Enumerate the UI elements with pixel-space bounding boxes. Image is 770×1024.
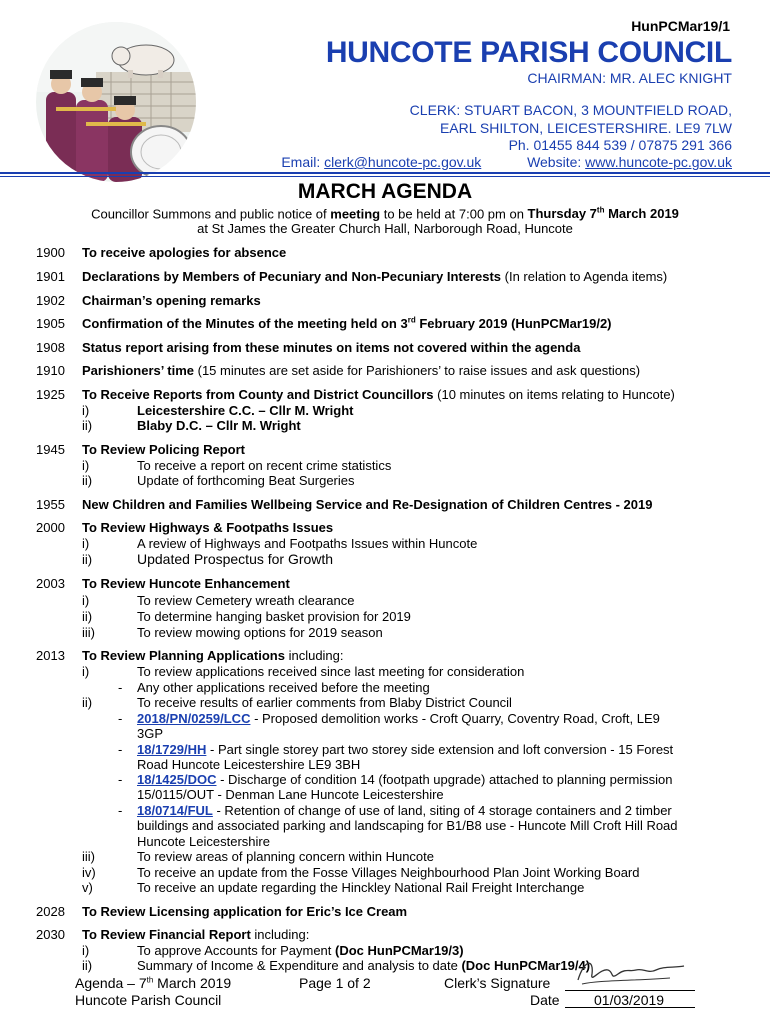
clerk-signature	[570, 950, 690, 997]
sub-numeral: i)	[82, 458, 90, 473]
planning-application-cont: 15/0115/OUT - Denman Lane Huncote Leicestershire	[137, 787, 444, 802]
planning-application-cont: buildings and associated parking and landscaping for B1/B8 use - Huncote Mill Croft Hill Road	[137, 818, 678, 833]
sub-numeral: ii)	[82, 695, 93, 710]
chairman-line: CHAIRMAN: MR. ALEC KNIGHT	[527, 70, 732, 86]
intro-line1: Councillor Summons and public notice of meeting to be held at 7:00 pm on Thursday 7th March 2019	[91, 206, 679, 222]
council-name: HUNCOTE PARISH COUNCIL	[325, 36, 732, 69]
planning-application: 2018/PN/0259/LCC - Proposed demolition works - Croft Quarry, Coventry Road, Croft, LE9	[137, 711, 660, 726]
sub-numeral: v)	[82, 880, 93, 895]
website-label: Website:	[527, 154, 582, 170]
sub-numeral: ii)	[82, 473, 93, 488]
sub-numeral: ii)	[82, 418, 93, 433]
sub-item: To review areas of planning concern within Huncote	[137, 849, 435, 864]
footer-date-value: 01/03/2019	[594, 992, 665, 1008]
sub-item: To approve Accounts for Payment (Doc HunPCMar19/3)	[137, 943, 464, 958]
planning-application-cont: Road Huncote Leicestershire LE9 3BH	[137, 757, 361, 772]
sub-item: Updated Prospectus for Growth	[137, 551, 334, 567]
planning-application: 18/1425/DOC - Discharge of condition 14 (footpath upgrade) attached to planning permission	[137, 772, 673, 787]
sub-numeral: ii)	[82, 609, 93, 624]
dash: -	[118, 680, 123, 695]
footer-council-name: Huncote Parish Council	[75, 992, 222, 1008]
sub-numeral: ii)	[82, 958, 93, 973]
header-rule	[0, 172, 770, 174]
dash: -	[118, 772, 123, 787]
council-logo	[36, 22, 196, 182]
planning-ref-link[interactable]: 2018/PN/0259/LCC	[137, 711, 251, 726]
website-link[interactable]: www.huncote-pc.gov.uk	[585, 154, 732, 170]
contact-line	[281, 154, 732, 170]
planning-application: 18/1729/HH - Part single storey part two storey side extension and loft conversion - 15 Forest	[137, 742, 674, 757]
email-link[interactable]: clerk@huncote-pc.gov.uk	[324, 154, 482, 170]
dash: -	[118, 711, 123, 726]
sub-item: To receive results of earlier comments from Blaby District Council	[137, 695, 512, 710]
sub-item: To receive a report on recent crime statistics	[137, 458, 392, 473]
planning-application-cont: 3GP	[137, 726, 164, 741]
sub-numeral: i)	[82, 403, 90, 418]
sub-item: A review of Highways and Footpaths Issues within Huncote	[137, 536, 478, 551]
sub-numeral: i)	[82, 536, 90, 551]
dash: -	[118, 803, 123, 818]
sub-item: Any other applications received before the meeting	[137, 680, 430, 695]
sub-item: To receive an update regarding the Hinckley National Rail Freight Interchange	[137, 880, 585, 895]
clerk-address-line1: CLERK: STUART BACON, 3 MOUNTFIELD ROAD,	[409, 102, 732, 118]
sub-item: To review Cemetery wreath clearance	[137, 593, 355, 608]
sub-numeral: iii)	[82, 849, 95, 864]
header-rule-thin	[0, 176, 770, 177]
clerk-address-line2: EARL SHILTON, LEICESTERSHIRE. LE9 7LW	[439, 120, 732, 136]
planning-application-cont: Huncote Leicestershire	[137, 834, 270, 849]
email-label: Email:	[281, 154, 321, 170]
footer-agenda-date: Agenda – 7th March 2019	[75, 975, 232, 991]
agenda-title: MARCH AGENDA	[297, 180, 473, 203]
sub-item: Leicestershire C.C. – Cllr M. Wright	[137, 403, 354, 418]
sub-item: To review applications received since last meeting for consideration	[137, 664, 525, 679]
sub-item: Update of forthcoming Beat Surgeries	[137, 473, 355, 488]
planning-application: 18/0714/FUL - Retention of change of use of land, siting of 4 storage containers and 2 timber	[137, 803, 672, 818]
sub-numeral: ii)	[82, 552, 93, 567]
planning-ref-link[interactable]: 18/1425/DOC	[137, 772, 217, 787]
sub-item: Blaby D.C. – Cllr M. Wright	[137, 418, 301, 433]
planning-ref-link[interactable]: 18/0714/FUL	[137, 803, 213, 818]
document-reference: HunPCMar19/1	[631, 18, 730, 34]
sub-numeral: i)	[82, 593, 90, 608]
intro-line2: at St James the Greater Church Hall, Narborough Road, Huncote	[197, 221, 573, 236]
sub-numeral: iii)	[82, 625, 95, 640]
sub-numeral: i)	[82, 943, 90, 958]
sub-item: To determine hanging basket provision for 2019	[137, 609, 411, 624]
phone-line: Ph. 01455 844 539 / 07875 291 366	[508, 137, 732, 153]
sub-numeral: i)	[82, 664, 90, 679]
footer-signature-label: Clerk’s Signature	[444, 975, 551, 991]
footer-date-label: Date	[530, 992, 560, 1008]
footer-page-number: Page 1 of 2	[299, 975, 371, 991]
planning-ref-link[interactable]: 18/1729/HH	[137, 742, 207, 757]
sub-item: Summary of Income & Expenditure and analysis to date (Doc HunPCMar19/4)	[137, 958, 591, 973]
sub-numeral: iv)	[82, 865, 96, 880]
dash: -	[118, 742, 123, 757]
sub-item: To review mowing options for 2019 season	[137, 625, 383, 640]
sub-item: To receive an update from the Fosse Villages Neighbourhood Plan Joint Working Board	[137, 865, 640, 880]
